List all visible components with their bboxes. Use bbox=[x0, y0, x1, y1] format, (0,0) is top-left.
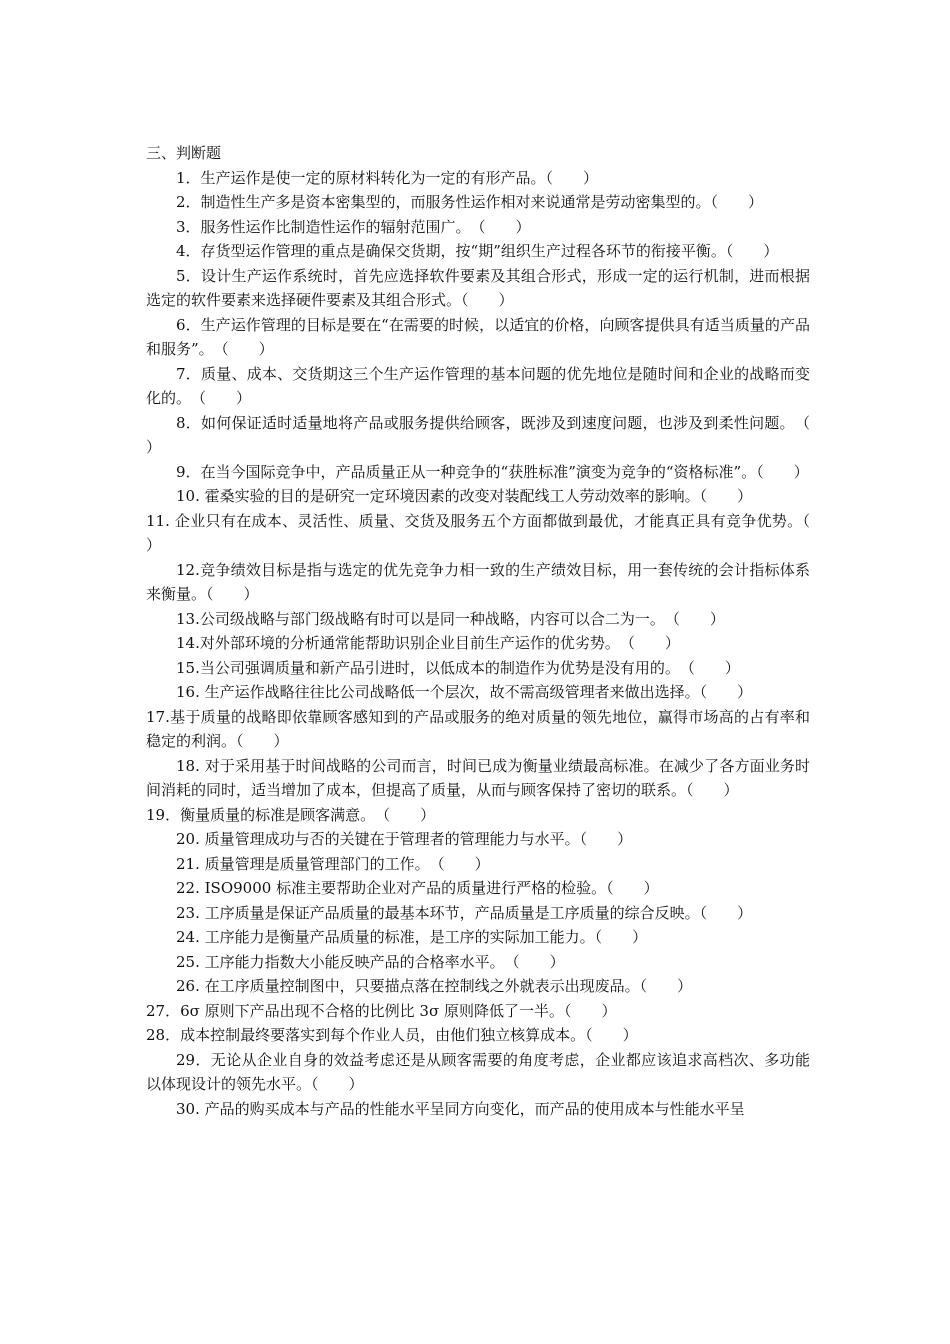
question-item: 2．制造性生产多是资本密集型的，而服务性运作相对来说通常是劳动密集型的。（ ） bbox=[176, 193, 764, 211]
question-item: 21. 质量管理是质量管理部门的工作。 （ ） bbox=[176, 854, 490, 873]
question-item: 3．服务性运作比制造性运作的辐射范围广。 （ ） bbox=[176, 217, 531, 236]
question-item: 5．设计生产运作系统时，首先应选择软件要素及其组合形式，形成一定的运行机制，进而根据选定的软件要素来选择硬件要素及其组合形式。（ ） bbox=[146, 266, 810, 309]
question-item: 24. 工序能力是衡量产品质量的标准，是工序的实际加工能力。（ ） bbox=[176, 928, 648, 946]
question-item: 16. 生产运作战略往往比公司战略低一个层次，故不需高级管理者来做出选择。（ ） bbox=[176, 683, 753, 701]
question-item: 20. 质量管理成功与否的关键在于管理者的管理能力与水平。（ ） bbox=[176, 830, 633, 848]
question-item: 6．生产运作管理的目标是要在“在需要的时候，以适宜的价格，向顾客提供具有适当质量的产品和服务”。 （ ） bbox=[146, 315, 810, 358]
document-page bbox=[146, 141, 841, 1121]
question-item: 29．无论从企业自身的效益考虑还是从顾客需要的角度考虑，企业都应该追求高档次、多功能以体现设计的领先水平。（ ） bbox=[146, 1050, 810, 1093]
question-item: 9．在当今国际竞争中，产品质量正从一种竞争的“获胜标准”演变为竞争的“资格标准”。（ ） bbox=[176, 462, 809, 481]
question-item: 14.对外部环境的分析通常能帮助识别企业目前生产运作的优劣势。 （ ） bbox=[176, 634, 680, 652]
question-item: 25. 工序能力指数大小能反映产品的合格率水平。 （ ） bbox=[176, 952, 565, 971]
question-item: 1．生产运作是使一定的原材料转化为一定的有形产品。（ ） bbox=[176, 168, 599, 187]
question-item: 4．存货型运作管理的重点是确保交货期，按“期”组织生产过程各环节的衔接平衡。（ ） bbox=[176, 242, 779, 260]
question-item: 10. 霍桑实验的目的是研究一定环境因素的改变对装配线工人劳动效率的影响。（ ） bbox=[176, 487, 753, 505]
question-item: 15.当公司强调质量和新产品引进时，以低成本的制造作为优势是没有用的。 （ ） bbox=[176, 658, 740, 677]
question-item: 26. 在工序质量控制图中，只要描点落在控制线之外就表示出现废品。（ ） bbox=[176, 977, 693, 995]
question-item: 30. 产品的购买成本与产品的性能水平呈同方向变化，而产品的使用成本与性能水平呈 bbox=[176, 1099, 745, 1118]
question-item: 17.基于质量的战略即依靠顾客感知到的产品或服务的绝对质量的领先地位，赢得市场高的占有率和稳定的利润。（ ） bbox=[146, 707, 810, 750]
question-item: 27．6σ 原则下产品出现不合格的比例比 3σ 原则降低了一半。（ ） bbox=[146, 1001, 617, 1020]
question-item: 12.竞争绩效目标是指与选定的优先竞争力相一致的生产绩效目标，用一套传统的会计指标体系来衡量。（ ） bbox=[146, 560, 810, 603]
question-item: 11. 企业只有在成本、灵活性、质量、交货及服务五个方面都做到最优，才能真正具有竞争优势。（ ） bbox=[146, 511, 841, 554]
question-item: 28．成本控制最终要落实到每个作业人员，由他们独立核算成本。（ ） bbox=[146, 1026, 638, 1044]
question-list bbox=[146, 166, 841, 1122]
question-item: 8．如何保证适时适量地将产品或服务提供给顾客，既涉及到速度问题，也涉及到柔性问题。 （ ） bbox=[146, 413, 841, 456]
question-item: 23. 工序质量是保证产品质量的最基本环节，产品质量是工序质量的综合反映。（ ） bbox=[176, 903, 753, 922]
question-item: 13.公司级战略与部门级战略有时可以是同一种战略，内容可以合二为一。 （ ） bbox=[176, 609, 725, 628]
question-item: 18. 对于采用基于时间战略的公司而言，时间已成为衡量业绩最高标准。在减少了各方面业务时间消耗的同时，适当增加了成本，但提高了质量，从而与顾客保持了密切的联系。（ ） bbox=[146, 756, 810, 799]
question-item: 7．质量、成本、交货期这三个生产运作管理的基本问题的优先地位是随时间和企业的战略而变化的。 （ ） bbox=[146, 364, 810, 407]
section-title: 三、判断题 bbox=[146, 144, 222, 162]
question-item: 22. ISO9000 标准主要帮助企业对产品的质量进行严格的检验。（ ） bbox=[176, 879, 659, 897]
question-item: 19．衡量质量的标准是顾客满意。 （ ） bbox=[146, 805, 436, 824]
